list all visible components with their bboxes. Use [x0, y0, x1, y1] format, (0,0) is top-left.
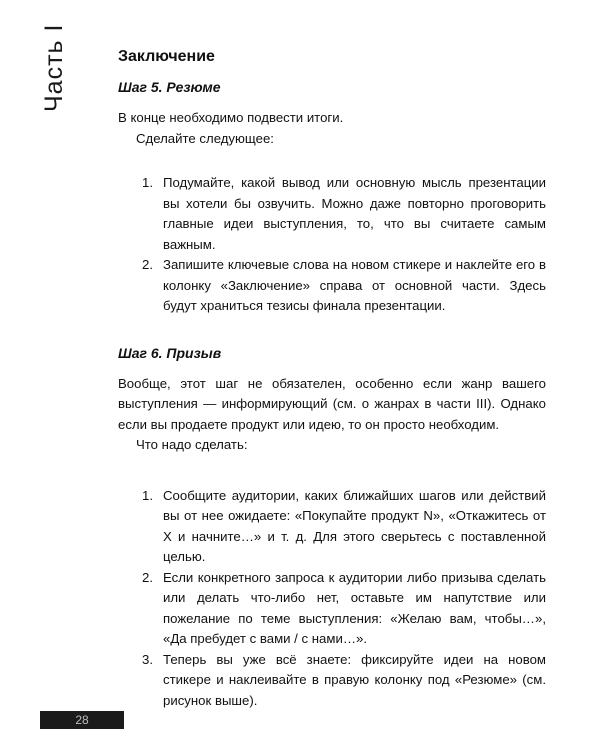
step6-lead: Что надо сделать:: [136, 437, 248, 452]
step5-intro: В конце необходимо подвести итоги.: [118, 110, 344, 125]
page-content: [118, 40, 546, 711]
step5-lead: Сделайте следующее:: [136, 130, 274, 146]
step5-list: [118, 173, 546, 317]
list-item: 3. Теперь вы уже всё знаете: фиксируйте идеи на новом стикере и наклеивайте в правую колонку под «Резюме» (см. рисунок выше).: [142, 651, 546, 708]
list-item: 2. Запишите ключевые слова на новом стикере и наклейте его в колонку «Заключение» справа от основной части. Здесь будут храниться тезисы финала презентации.: [142, 257, 546, 313]
page-number: 28: [75, 713, 89, 727]
part-label: Часть I: [40, 23, 68, 112]
page-number-bar: [40, 711, 124, 729]
step6-intro: Вообще, этот шаг не обязателен, особенно если жанр вашего выступления — информирующий (см. о жанрах в части III). Однако если вы продаете продукт или идею, то он просто необходим.: [118, 375, 546, 432]
step6-list: [118, 486, 546, 712]
list-item: 1. Подумайте, какой вывод или основную мысль презентации вы хотели бы озвучить. Можно даже повторно проговорить главные идеи выступления, то, что вы считаете самым важным.: [142, 175, 546, 252]
section-title: Заключение: [118, 48, 215, 65]
step5-heading: Шаг 5. Резюме: [118, 79, 221, 95]
list-item: 1. Сообщите аудитории, каких ближайших шагов или действий вы от нее ожидаете: «Покупайте продукт N», «Откажитесь от X и начните…» и т. д. Для этого сверьтесь с поставленной целью.: [142, 487, 546, 564]
step6-heading: Шаг 6. Призыв: [118, 344, 222, 361]
list-item: 2. Если конкретного запроса к аудитории либо призыва сделать или делать что-либо нет, оставьте им напутствие или пожелание по теме выступления: «Желаю вам, чтобы…», «Да пребудет с вами / с нами…».: [142, 569, 546, 646]
